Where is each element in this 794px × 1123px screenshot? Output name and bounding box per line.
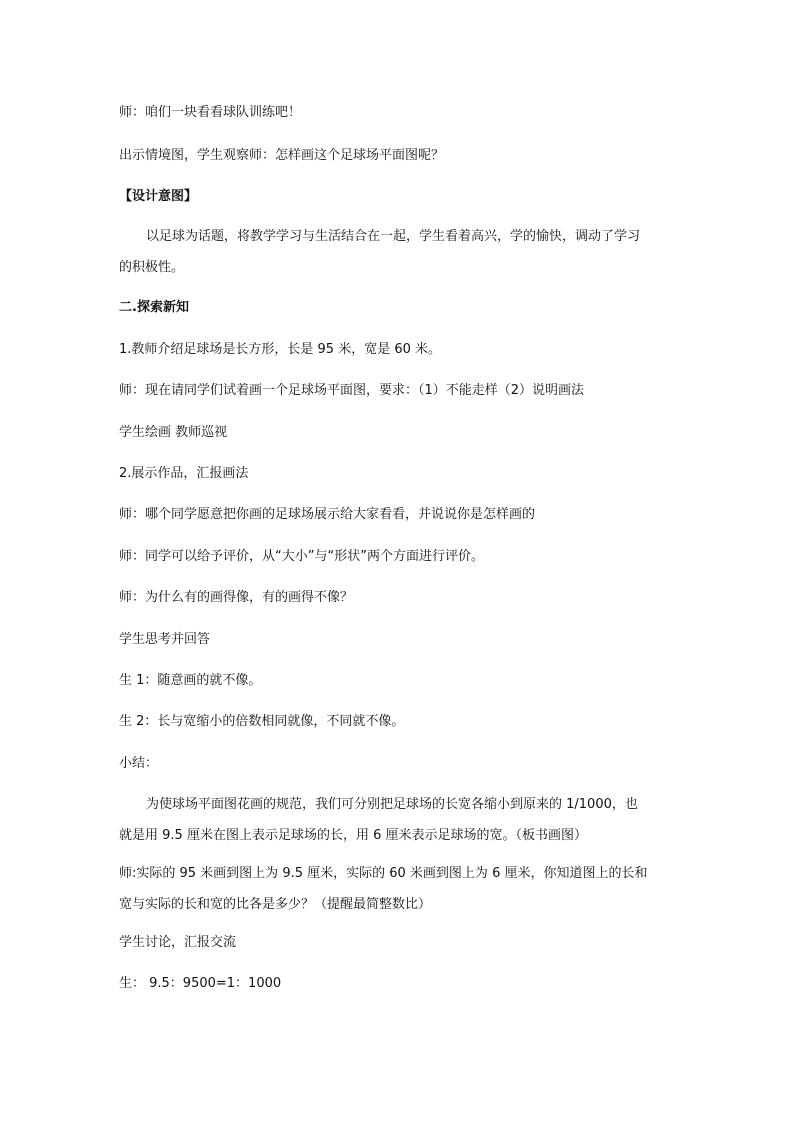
student-think-line: 学生思考并回答 (119, 632, 211, 647)
teacher-line-training: 师：咱们一块看看球队训练吧！ (119, 105, 302, 120)
item-2-show-work: 2.展示作品，汇报画法 (119, 466, 249, 481)
student-drawing-line: 学生绘画 教师巡视 (119, 425, 228, 440)
teacher-ratio-line-1: 师:实际的 95 米画到图上为 9.5 厘米，实际的 60 米画到图上为 6 厘米，你知道图上的长和 (119, 866, 648, 881)
teacher-ratio-line-2: 宽与实际的长和宽的比各是多少？（提醒最简整数比） (119, 897, 432, 912)
teacher-invite-line: 师：哪个同学愿意把你画的足球场展示给大家看看，并说说你是怎样画的 (119, 507, 536, 522)
item-1-introduction: 1.教师介绍足球场是长方形，长是 95 米，宽是 60 米。 (119, 342, 442, 357)
teacher-request-line: 师：现在请同学们试着画一个足球场平面图，要求：（1）不能走样（2）说明画法 (119, 383, 585, 398)
design-intent-heading: 【设计意图】 (119, 189, 198, 204)
summary-text-line-2: 就是用 9.5 厘米在图上表示足球场的长，用 6 厘米表示足球场的宽。（板书画图） (119, 828, 587, 843)
summary-label: 小结： (119, 756, 159, 771)
student-ratio-answer: 生： 9.5：9500=1：1000 (119, 976, 282, 991)
student-2-answer: 生 2：长与宽缩小的倍数相同就像，不同就不像。 (119, 714, 405, 729)
teacher-question-line: 师：为什么有的画得像，有的画得不像？ (119, 590, 354, 605)
summary-text-line-1: 为使球场平面图花画的规范，我们可分别把足球场的长宽各缩小到原来的 1/1000，也 (146, 797, 638, 812)
student-1-answer: 生 1：随意画的就不像。 (119, 673, 262, 688)
section-heading-explore: 二.探索新知 (119, 300, 189, 315)
situation-line: 出示情境图，学生观察师：怎样画这个足球场平面图呢？ (119, 148, 445, 163)
design-intent-text-line-1: 以足球为话题，将教学学习与生活结合在一起，学生看着高兴，学的愉快，调动了学习 (146, 229, 641, 244)
student-discussion-line: 学生讨论，汇报交流 (119, 935, 237, 950)
teacher-evaluate-line: 师：同学可以给予评价，从“大小”与“形状”两个方面进行评价。 (119, 549, 484, 564)
design-intent-text-line-2: 的积极性。 (119, 260, 185, 275)
